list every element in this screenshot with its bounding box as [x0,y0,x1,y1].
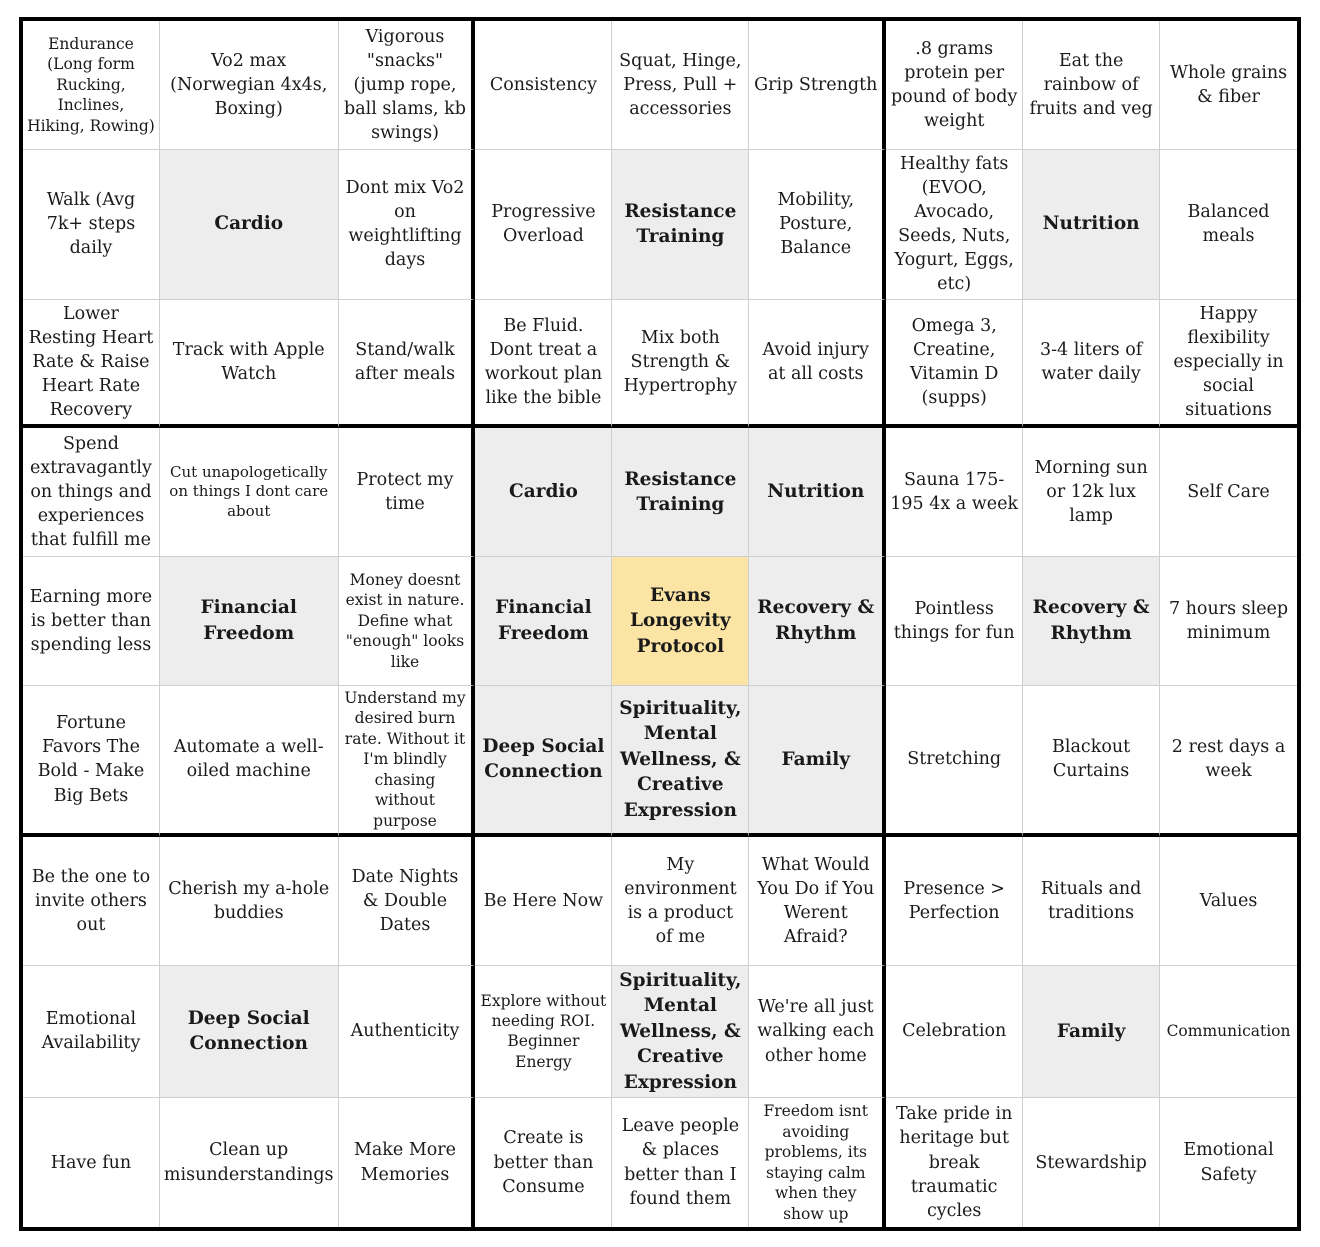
grid-cell-r2-c2: Cardio [160,150,339,300]
grid-cell-r7-c8: Rituals and traditions [1023,837,1160,966]
grid-cell-r7-c1: Be the one to invite others out [23,837,160,966]
grid-cell-r7-c9: Values [1160,837,1297,966]
grid-cell-r4-c7: Sauna 175-195 4x a week [886,428,1023,557]
grid-cell-r2-c5: Resistance Training [612,150,749,300]
grid-cell-r9-c2: Clean up misunderstandings [160,1098,339,1227]
grid-cell-r6-c1: Fortune Favors The Bold - Make Big Bets [23,686,160,837]
grid-cell-r7-c7: Presence > Perfection [886,837,1023,966]
grid-cell-r9-c8: Stewardship [1023,1098,1160,1227]
grid-cell-r8-c7: Celebration [886,966,1023,1099]
grid-cell-r2-c6: Mobility, Posture, Balance [749,150,886,300]
grid-cell-r4-c6: Nutrition [749,428,886,557]
grid-cell-r4-c5: Resistance Training [612,428,749,557]
grid-cell-r7-c4: Be Here Now [475,837,612,966]
grid-cell-r3-c7: Omega 3, Creatine, Vitamin D (supps) [886,300,1023,429]
grid-cell-r5-c9: 7 hours sleep minimum [1160,557,1297,686]
grid-cell-r5-c8: Recovery & Rhythm [1023,557,1160,686]
grid-cell-r6-c8: Blackout Curtains [1023,686,1160,837]
grid-cell-r4-c8: Morning sun or 12k lux lamp [1023,428,1160,557]
grid-cell-r1-c2: Vo2 max (Norwegian 4x4s, Boxing) [160,21,339,150]
grid-cell-r1-c6: Grip Strength [749,21,886,150]
grid-cell-r9-c3: Make More Memories [339,1098,476,1227]
grid-cell-r8-c3: Authenticity [339,966,476,1099]
grid-cell-r3-c6: Avoid injury at all costs [749,300,886,429]
grid-cell-r8-c4: Explore without needing ROI. Beginner Energy [475,966,612,1099]
grid-cell-r2-c8: Nutrition [1023,150,1160,300]
grid-cell-r9-c7: Take pride in heritage but break traumatic cycles [886,1098,1023,1227]
grid-cell-r8-c9: Communication [1160,966,1297,1099]
grid-cell-r2-c7: Healthy fats (EVOO, Avocado, Seeds, Nuts, Yogurt, Eggs, etc) [886,150,1023,300]
grid-cell-r5-c6: Recovery & Rhythm [749,557,886,686]
grid-cell-r3-c5: Mix both Strength & Hypertrophy [612,300,749,429]
grid-cell-r6-c2: Automate a well-oiled machine [160,686,339,837]
grid-cell-r4-c1: Spend extravagantly on things and experiences that fulfill me [23,428,160,557]
grid-cell-r1-c4: Consistency [475,21,612,150]
grid-cell-r7-c3: Date Nights & Double Dates [339,837,476,966]
grid-cell-r8-c5: Spirituality, Mental Wellness, & Creative Expression [612,966,749,1099]
grid-cell-r1-c9: Whole grains & fiber [1160,21,1297,150]
grid-cell-r1-c3: Vigorous "snacks" (jump rope, ball slams, kb swings) [339,21,476,150]
grid-cell-r9-c9: Emotional Safety [1183,1140,1274,1185]
grid-cell-r8-c6: We're all just walking each other home [749,966,886,1099]
grid-cell-r9-c4: Create is better than Consume [475,1098,612,1227]
grid-cell-r6-c3: Understand my desired burn rate. Without it I'm blindly chasing without purpose [339,686,476,837]
grid-cell-r3-c9: Happy flexibility especially in social situations [1160,300,1297,429]
grid-cell-r7-c6: What Would You Do if You Werent Afraid? [749,837,886,966]
grid-cell-r4-c3: Protect my time [339,428,476,557]
grid-cell-r6-c5: Spirituality, Mental Wellness, & Creative Expression [612,686,749,837]
center-goal-cell: Evans Longevity Protocol [612,557,749,686]
grid-cell-r9-c5: Leave people & places better than I found them [612,1098,749,1227]
grid-cell-r4-c9: Self Care [1160,428,1297,557]
grid-cell-r1-c8: Eat the rainbow of fruits and veg [1023,21,1160,150]
grid-cell-r6-c6: Family [749,686,886,837]
grid-cell-r9-c6: Freedom isnt avoiding problems, its staying calm when they show up [749,1098,886,1227]
grid-cell-r1-c5: Squat, Hinge, Press, Pull + accessories [612,21,749,150]
grid-cell-r4-c2: Cut unapologetically on things I dont care about [160,428,339,557]
grid-cell-r2-c9: Balanced meals [1160,150,1297,300]
grid-cell-r1-c7: .8 grams protein per pound of body weight [886,21,1023,150]
grid-cell-r2-c4: Progressive Overload [475,150,612,300]
grid-cell-r5-c7: Pointless things for fun [886,557,1023,686]
grid-cell-r3-c3: Stand/walk after meals [339,300,476,429]
grid-cell-r6-c7: Stretching [886,686,1023,837]
grid-cell-r4-c4: Cardio [475,428,612,557]
grid-cell-r1-c1: Endurance (Long form Rucking, Inclines, Hiking, Rowing) [23,21,160,150]
grid-cell-r6-c9: 2 rest days a week [1160,686,1297,837]
grid-cell-r3-c2: Track with Apple Watch [160,300,339,429]
grid-cell-r8-c1: Emotional Availability [23,966,160,1099]
grid-cell-r7-c2: Cherish my a-hole buddies [160,837,339,966]
mandala-chart-grid [19,17,1301,1231]
grid-cell-r3-c1: Lower Resting Heart Rate & Raise Heart Rate Recovery [23,300,160,429]
grid-cell-r5-c2: Financial Freedom [160,557,339,686]
grid-cell-r9-c1: Have fun [23,1098,160,1227]
grid-cell-r2-c3: Dont mix Vo2 on weightlifting days [339,150,476,300]
grid-cell-r3-c4: Be Fluid. Dont treat a workout plan like the bible [475,300,612,429]
grid-cell-r8-c2: Deep Social Connection [160,966,339,1099]
grid-cell-r5-c3: Money doesnt exist in nature. Define what "enough" looks like [339,557,476,686]
grid-cell-r7-c5: My environment is a product of me [612,837,749,966]
grid-cell-r8-c8: Family [1023,966,1160,1099]
grid-cell-r5-c4: Financial Freedom [475,557,612,686]
grid-cell-r6-c4: Deep Social Connection [475,686,612,837]
grid-cell-r3-c8: 3-4 liters of water daily [1023,300,1160,429]
grid-cell-r2-c1: Walk (Avg 7k+ steps daily [23,150,160,300]
grid-cell-r5-c1: Earning more is better than spending less [23,557,160,686]
